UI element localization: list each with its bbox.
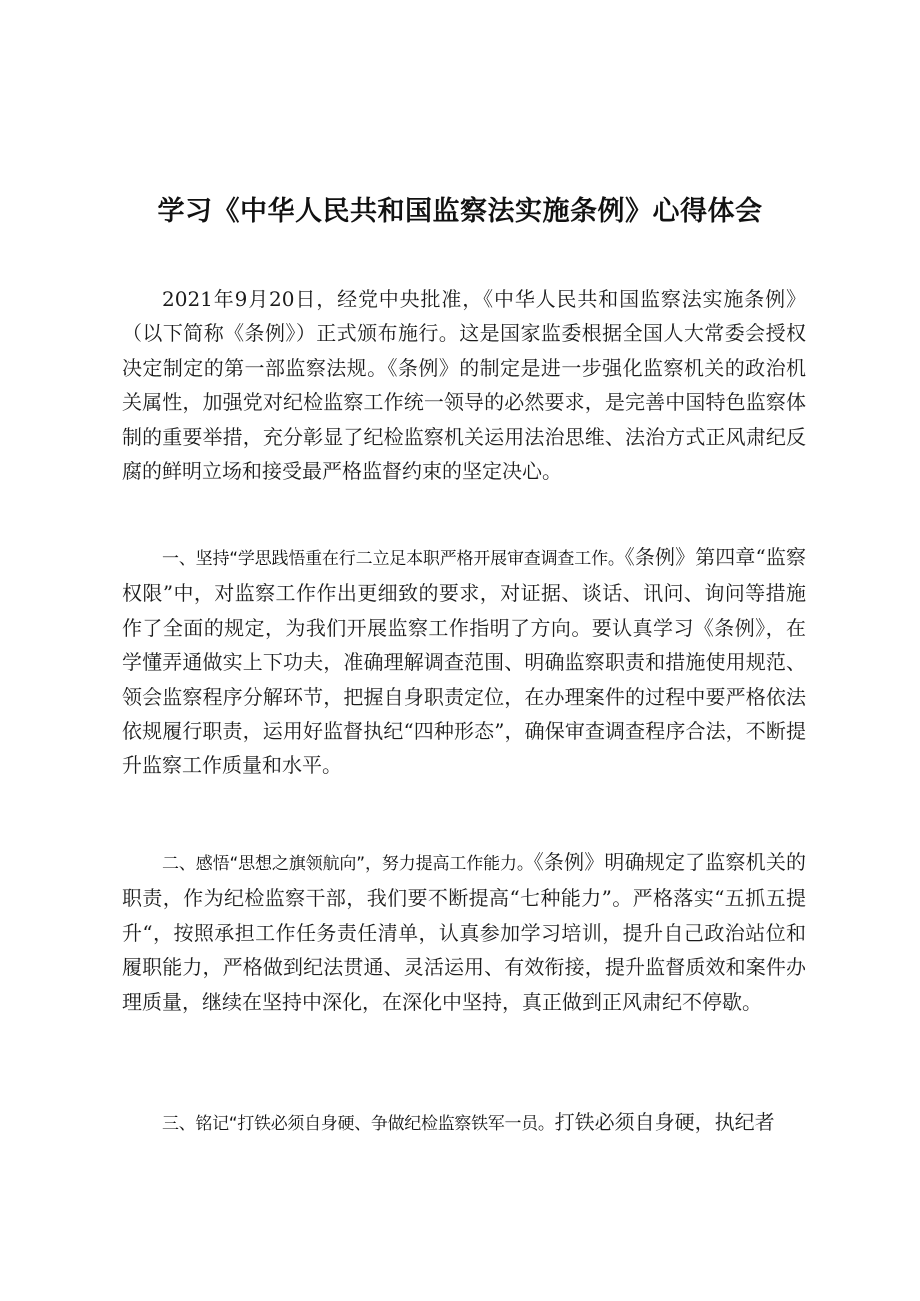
paragraph-intro [122,282,806,522]
paragraph-intro-text: 2021年9月20日，经党中央批准，《中华人民共和国监察法实施条例》（以下简称《条例》）正式颁布施行。这是国家监委根据全国人大常委会授权决定制定的第一部监察法规。《条例》的制定是进一步强化监察机关的政治机关属性，加强党对纪检监察工作统一领导的必然要求，是完善中国特色监察体制的重要举措，充分彰显了纪检监察机关运用法治思维、法治方式正风肃纪反腐的鲜明立场和接受最严格监督约束的坚定决心。 [122,287,806,484]
section-2-text: 《条例》明确规定了监察机关的职责，作为纪检监察干部，我们要不断提高“七种能力”。严格落实“五抓五提升“，按照承担工作任务责任清单，认真参加学习培训，提升自己政治站位和履职能力，严格做到纪法贯通、灵活运用、有效衔接，提升监督质效和案件办理质量，继续在坚持中深化，在深化中坚持，真正做到正风肃纪不停歇。 [122,850,806,1014]
section-1-heading: 一、坚持“学思践悟重在行二立足本职严格开展审查调查工作。 [162,549,625,569]
section-3-heading: 三、铭记“打铁必须自身硬、争做纪检监察铁军一员。 [162,1114,555,1134]
paragraph-section-3 [122,1105,806,1145]
section-3-text: 打铁必须自身硬，执纪者 [554,1110,775,1134]
document-title: 学习《中华人民共和国监察法实施条例》心得体会 [157,196,763,228]
section-1-text: 《条例》第四章“监察权限”中，对监察工作作出更细致的要求，对证据、谈话、讯问、询问等措施作了全面的规定，为我们开展监察工作指明了方向。要认真学习《条例》，在学懂弄通做实上下功夫，准确理解调查范围、明确监察职责和措施使用规范、领会监察程序分解环节，把握自身职责定位，在办理案件的过程中要严格依法依规履行职责，运用好监督执纪“四种形态”，确保审查调查程序合法，不断提升监察工作质量和水平。 [122,545,806,778]
paragraph-section-2 [122,845,806,1085]
section-2-heading: 二、感悟“思想之旗领航向”，努力提高工作能力。 [162,854,534,874]
paragraph-section-1 [122,540,806,849]
